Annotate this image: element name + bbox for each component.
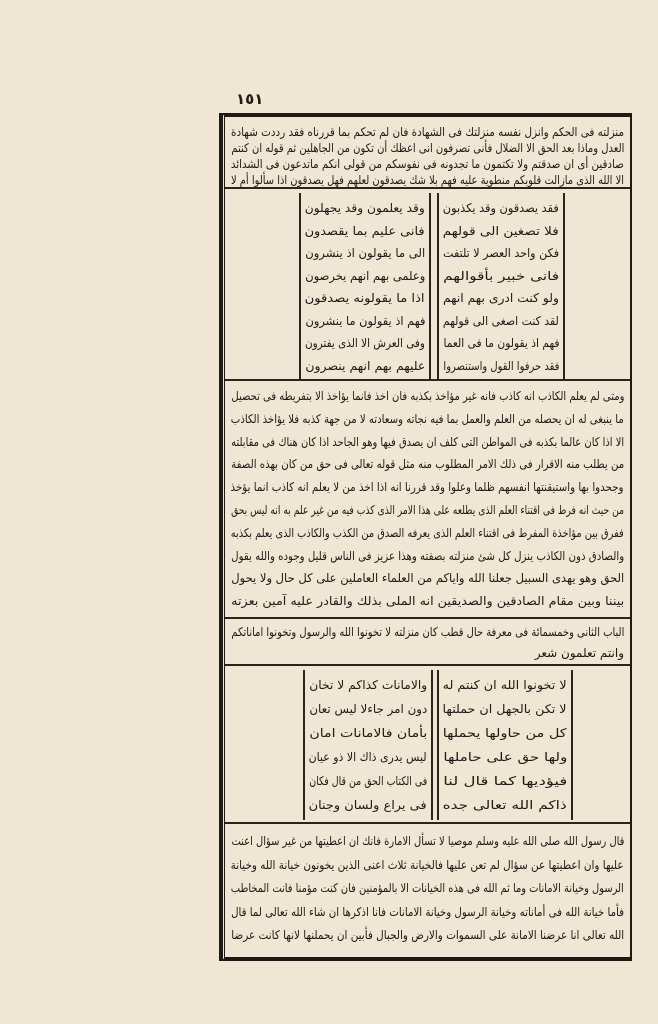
text-line-content: فهم اذ يقولون ما ينشرون <box>305 313 425 328</box>
poem-2-right-column <box>437 670 573 820</box>
text-line-content: وقد يعلمون وقد يجهلون <box>305 201 425 215</box>
poem-1-left-column <box>299 193 431 379</box>
text-line-content: والصادق دون الكاذب ينزل كل شئ منزلته بصفته وهذا عزيز فى الناس قليل وجوده والله يقول <box>231 548 624 563</box>
text-line-content: لا تكن بالجهل ان حملتها <box>443 702 567 716</box>
text-line-content: عليهم بهم انهم ينصرون <box>305 358 425 373</box>
text-line <box>305 267 425 285</box>
text-line <box>309 676 427 694</box>
text-line-content: وعلمى بهم انهم يخرصون <box>305 268 425 283</box>
text-line <box>231 387 624 405</box>
text-line-content: الا اذا كان عالما بكذبه فى المواطن التى كلف ان يصدق فيها وهو الجاحد اذا كان هناك فى مقابلته <box>231 434 624 449</box>
text-line-content: فأما خيانة الله فى أماناته وخيانة الرسول وخيانة الامانات فانا اذكرها ان شاء الله تعالى لما قال <box>231 904 624 919</box>
text-line <box>443 700 567 718</box>
text-line <box>305 222 425 240</box>
text-line <box>231 569 624 587</box>
text-line <box>231 433 624 451</box>
middle-paragraph <box>225 381 630 619</box>
text-line <box>309 724 427 742</box>
text-line <box>443 289 559 307</box>
text-line <box>309 796 427 814</box>
text-line <box>305 244 425 262</box>
page-number: ١٥١ <box>236 90 264 108</box>
text-line-content: الا الله الذى مازالت قلوبكم منطوية عليه فهم بلا شك يصدقون لعلهم فهل يصدقون اذا سألوا أم لا <box>231 173 624 187</box>
poem-2-left-column <box>303 670 433 820</box>
text-line-content: وجحدوا بها واستيقنتها انفسهم ظلما وعلوا وقد قررنا انه اذا اخذ من لا يعلم انه كاذب انما يؤخذ <box>231 480 624 495</box>
text-line <box>231 903 624 921</box>
text-line <box>305 357 425 375</box>
text-line <box>443 676 567 694</box>
text-line <box>231 832 624 850</box>
text-line <box>231 856 624 874</box>
bottom-paragraph <box>225 824 630 961</box>
text-frame <box>222 113 632 961</box>
text-line <box>443 748 567 766</box>
text-line <box>231 524 624 542</box>
text-line-content: منزلته فى الحكم وانزل نفسه منزلتك فى الشهادة فان لم تحكم بما قررناه فقد رددت شهادة <box>231 125 624 139</box>
text-line <box>443 244 559 262</box>
text-line <box>443 357 559 375</box>
text-line-content: الى ما يقولون اذ ينشرون <box>305 246 425 260</box>
text-line <box>231 547 624 565</box>
text-line <box>231 879 624 897</box>
text-line-content: الحق وهو يهدى السبيل جعلنا الله واياكم من العلماء العاملين على كل حال ولا يحول <box>231 571 624 586</box>
text-line-content: من يطلب منه الاقرار فى ذلك الامر المطلوب منه مثل قوله تعالى فى حق من كان بهذه الصفة <box>231 457 624 472</box>
text-line <box>231 455 624 473</box>
text-line-content: فكن واحد العصر لا تلتفت <box>443 246 559 260</box>
text-line-content: من حيث انه فرط فى اقتناء العلم الذى يطلعه على هذا الامر الذى كذب فيه من غير علم به انه ليس بحق <box>231 503 624 517</box>
text-line <box>309 700 427 718</box>
text-line-content: دون امر جاءلا ليس تعان <box>309 702 427 716</box>
text-line-content: وانتم تعلمون شعر <box>534 646 624 660</box>
text-line-content: والامانات كذاكم لا تخان <box>309 678 427 692</box>
text-line <box>231 644 624 662</box>
text-line-content: صادقين أى ان صدقتم ولا تكتمون ما تجدونه فى نفوسكم من قولى انكم ماتدعون فى الشدائد <box>231 157 624 171</box>
text-line-content: فانى عليم بما يقصدون <box>305 223 425 238</box>
text-line <box>305 199 425 217</box>
text-line-content: الله تعالى انا عرضنا الامانة على السموات والارض والجبال فأبين ان يحملنها لانها كانت عرضا <box>231 928 624 942</box>
text-line <box>231 926 624 944</box>
top-paragraph <box>225 117 630 189</box>
text-line <box>443 796 567 814</box>
text-line-content: ومتى لم يعلم الكاذب انه كاذب فانه غير مؤاخذ بكذبه فان اخذ فانما يؤاخذ الا بتفريطه فى تحصيل <box>231 389 624 403</box>
text-line-content: ليس يدرى ذاك الا ذو عيان <box>309 750 427 764</box>
text-line-content: فلا تصغين الى قولهم <box>443 223 559 238</box>
text-line <box>305 312 425 330</box>
poem-1 <box>225 189 630 381</box>
poem-1-right-column <box>437 193 565 379</box>
text-line-content: بيننا وبين مقام الصادقين والصديقين انه الملى بذلك والقادر عليه آمين بعزته <box>231 594 624 609</box>
text-line <box>305 289 425 307</box>
text-line-content: فهم اذ يقولون ما فى العما <box>443 336 559 350</box>
text-line-content: قال رسول الله صلى الله عليه وسلم موصيا لا تسأل الامارة فانك ان اعطيتها من غير سؤال اعنت <box>231 834 624 848</box>
text-line <box>231 410 624 428</box>
text-line <box>305 334 425 352</box>
text-line <box>231 171 624 189</box>
text-line-content: فيؤديها كما قال لنا <box>443 774 567 788</box>
text-line-content: اذا ما يقولونه يصدقون <box>305 291 425 305</box>
text-line <box>309 772 427 790</box>
text-line <box>443 199 559 217</box>
text-line-content: فانى خبير بأقوالهم <box>443 268 559 283</box>
text-line <box>231 478 624 496</box>
text-line-content: عليها وان اعطيتها عن سؤال لم تعن عليها فالخيانة ثلاث اعنى الذين يخونون خيانة الله وخيانة <box>231 857 624 872</box>
text-line <box>443 772 567 790</box>
text-line-content: بأمان فالامانات امان <box>309 726 427 740</box>
text-line <box>443 334 559 352</box>
text-line <box>443 222 559 240</box>
text-line-content: ما ينبغى له ان يحصله من العلم والعمل بما فيه نجاته وسعادته لا من جهة كذبه فلا يؤاخذ الكاذب <box>231 411 624 426</box>
text-line-content: ففرق بين مؤاخذة المفرط فى اقتناء العلم الذى يعرفه الصدق من الكذب والكاذب الذى يعلم بكذبه <box>231 525 624 540</box>
text-line-content: الباب الثانى وخمسمائة فى معرفة حال قطب كان منزلته لا تخونوا الله والرسول وتخونوا اماناتكم <box>231 625 624 639</box>
text-line <box>443 312 559 330</box>
text-line-content: لا تخونوا الله ان كنتم له <box>443 678 567 692</box>
text-line-content: كل من حاولها يحملها <box>443 726 567 740</box>
text-line <box>443 267 559 285</box>
text-line-content: ولو كنت ادرى بهم انهم <box>443 291 559 305</box>
text-line-content: وفى العرش الا الذى يفترون <box>305 336 425 350</box>
chapter-heading <box>225 619 630 666</box>
text-line <box>231 501 624 519</box>
text-line-content: فقد يصدقون وقد يكذبون <box>443 201 559 215</box>
text-line <box>309 748 427 766</box>
poem-2 <box>225 666 630 824</box>
text-line <box>443 724 567 742</box>
text-line-content: العدل وماذا بعد الحق الا الضلال فأنى تصرفون انى اعظك أن تكون من الجاهلين ثم قوله ان كنتم <box>231 141 624 155</box>
text-line <box>231 592 624 610</box>
text-line <box>231 623 624 641</box>
text-line-content: فى الكتاب الحق من قال فكان <box>309 774 427 788</box>
text-line-content: ذاكم الله تعالى جده <box>443 798 567 812</box>
text-line-content: فى يراع ولسان وجنان <box>309 798 427 812</box>
text-line-content: الرسول وخيانة الامانات وما ثم الله فى هذه الخيانات الا بالمؤمنين فان كنت مؤمنا فانت المخاطب <box>231 881 624 895</box>
text-line-content: ولها حق على حاملها <box>443 750 567 764</box>
text-line-content: فقد حرفوا القول واستنصروا <box>443 358 559 373</box>
text-line-content: لقد كنت اصغى الى قولهم <box>443 313 559 328</box>
